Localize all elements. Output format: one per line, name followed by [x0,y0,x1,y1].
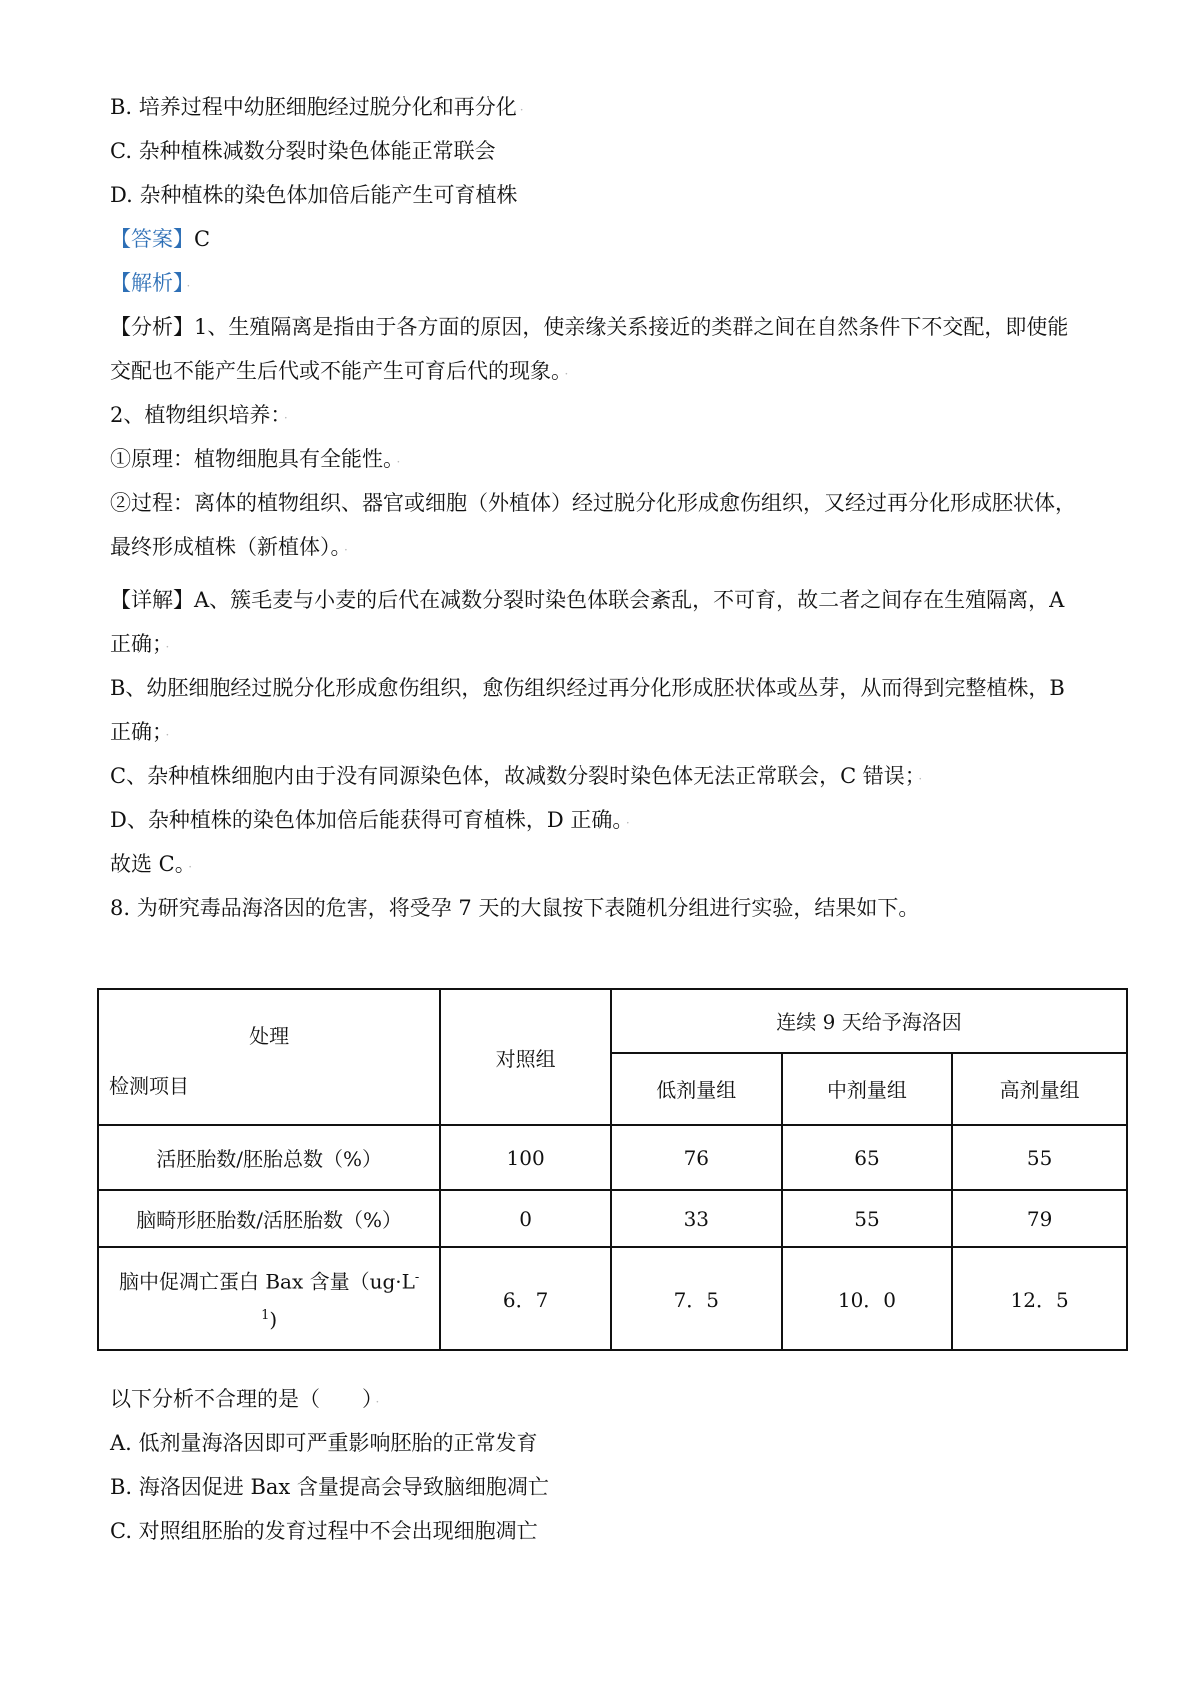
detail-b-line1: B、幼胚细胞经过脱分化形成愈伤组织，愈伤组织经过再分化形成胚状体或丛芽，从而得到完整植株，B [110,676,1065,700]
detail-b-line2: 正确； · [110,720,170,744]
table-cell: 55 [782,1190,953,1247]
analysis-heading: 【解析】 · [110,271,191,295]
option-b: B. 培养过程中幼胚细胞经过脱分化和再分化 · [110,95,524,119]
detail-a-line2: 正确； · [110,632,170,656]
answer-line: 【答案】C [110,227,211,251]
q8-option-b: B. 海洛因促进 Bax 含量提高会导致脑细胞凋亡 [110,1475,549,1499]
detail-d: D、杂种植株的染色体加倍后能获得可育植株，D 正确。 · [110,808,630,832]
table-cell: 55 [952,1125,1127,1190]
table-cell: 12．5 [952,1247,1127,1350]
analysis-2b-line1: ②过程：离体的植物组织、器官或细胞（外植体）经过脱分化形成愈伤组织，又经过再分化形成胚状体， [110,491,1076,515]
question-8-prompt: 以下分析不合理的是（ ） · [110,1387,380,1411]
table-cell: 10．0 [782,1247,953,1350]
corner-bottom-label: 检测项目 [109,1074,189,1098]
table-row [98,1125,1127,1190]
table-row [98,1190,1127,1247]
table-cell: 0 [440,1190,611,1247]
control-header: 对照组 [440,989,611,1125]
analysis-1-line1: 【分析】1、生殖隔离是指由于各方面的原因，使亲缘关系接近的类群之间在自然条件下不交配，即使能 [110,315,1069,339]
group-header-low: 低剂量组 [611,1053,782,1125]
table-row [98,1247,1127,1350]
detail-a-line1: 【详解】A、簇毛麦与小麦的后代在减数分裂时染色体联会紊乱，不可育，故二者之间存在生殖隔离，A [110,588,1065,612]
table-cell: 65 [782,1125,953,1190]
option-d: D. 杂种植株的染色体加倍后能产生可育植株 [110,183,518,207]
analysis-2b-line2: 最终形成植株（新植体）。 · [110,535,348,559]
row-label: 脑畸形胚胎数/活胚胎数（%） [98,1190,440,1247]
table-cell: 33 [611,1190,782,1247]
table-cell: 7．5 [611,1247,782,1350]
experiment-table [97,988,1128,1351]
corner-top-label: 处理 [249,1024,290,1048]
detail-c: C、杂种植株细胞内由于没有同源染色体，故减数分裂时染色体无法正常联会，C 错误； · [110,764,923,788]
analysis-2a: ①原理：植物细胞具有全能性。 · [110,447,401,471]
choose-line: 故选 C。 · [110,852,193,876]
q8-option-a: A. 低剂量海洛因即可严重影响胚胎的正常发育 [110,1431,538,1455]
table-corner-cell [98,989,440,1125]
row-label: 活胚胎数/胚胎总数（%） [98,1125,440,1190]
row-label: 脑中促凋亡蛋白 Bax 含量（ug·L- $^1$) [98,1247,440,1350]
heroin-header: 连续 9 天给予海洛因 [611,989,1127,1053]
analysis-1-line2: 交配也不能产生后代或不能产生可育后代的现象。 · [110,359,569,383]
table-cell: 6．7 [440,1247,611,1350]
group-header-high: 高剂量组 [952,1053,1127,1125]
option-c: C. 杂种植株减数分裂时染色体能正常联会 [110,139,496,163]
question-8: 8. 为研究毒品海洛因的危害，将受孕 7 天的大鼠按下表随机分组进行实验，结果如下。 [110,896,920,920]
group-header-mid: 中剂量组 [782,1053,953,1125]
analysis-2: 2、植物组织培养： · [110,403,288,427]
table-cell: 79 [952,1190,1127,1247]
q8-option-c: C. 对照组胚胎的发育过程中不会出现细胞凋亡 [110,1519,538,1543]
table-cell: 76 [611,1125,782,1190]
table-cell: 100 [440,1125,611,1190]
